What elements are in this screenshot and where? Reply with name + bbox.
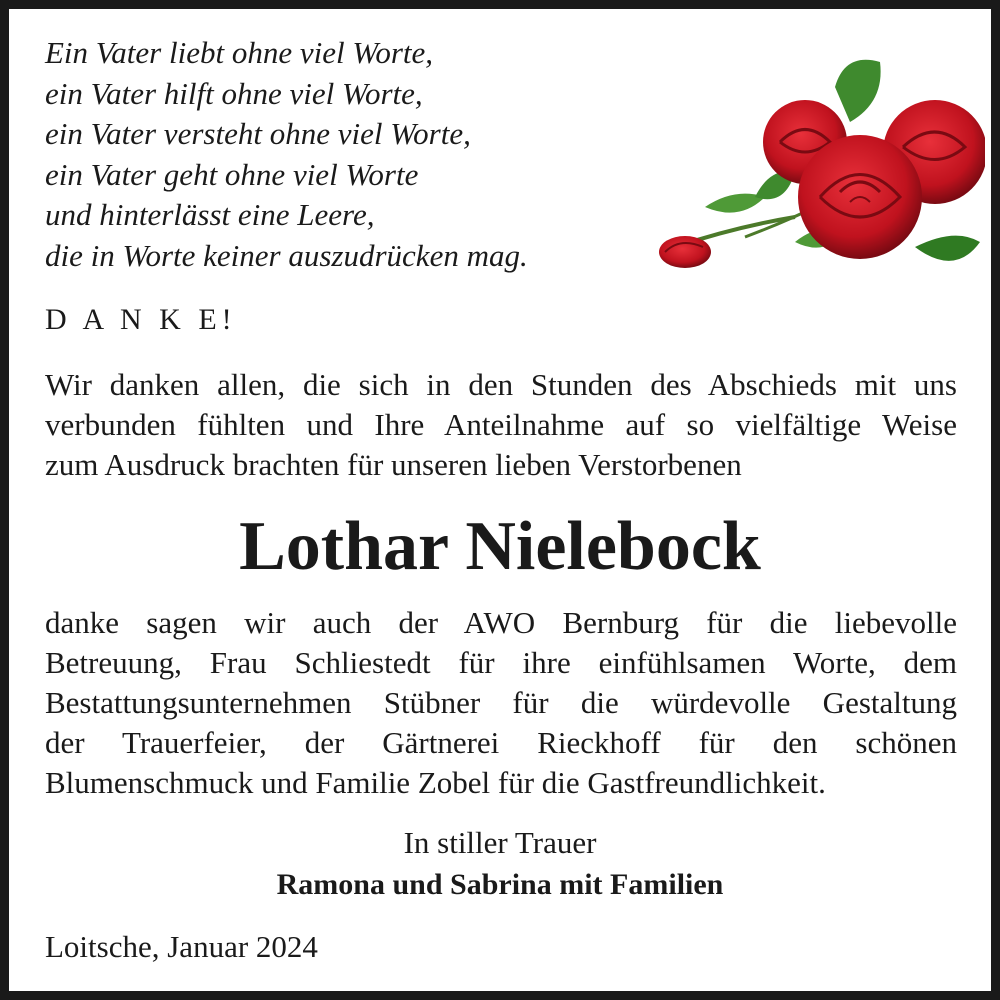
poem-line: die in Worte keiner auszudrücken mag. — [45, 237, 528, 273]
paragraph-line: Blumenschmuck und Familie Zobel für die Gastfreundlichkeit. — [45, 765, 826, 800]
thanks-paragraph — [45, 365, 957, 485]
poem-line: ein Vater hilft ohne viel Worte, — [45, 75, 423, 111]
poem-line: Ein Vater liebt ohne viel Worte, — [45, 35, 433, 70]
paragraph-line: danke sagen wir auch der AWO Bernburg für die liebevolle — [45, 605, 957, 640]
poem-line: und hinterlässt eine Leere, — [45, 197, 375, 232]
paragraph-line: verbunden fühlten und Ihre Anteilnahme auf so vielfältige Weise — [45, 407, 957, 442]
acknowledgements-paragraph — [45, 603, 957, 803]
deceased-name: Lothar Nielebock — [239, 508, 761, 585]
red-roses-image — [645, 47, 985, 287]
paragraph-line: Betreuung, Frau Schliestedt für ihre einfühlsamen Worte, dem — [45, 645, 957, 680]
paragraph-line: der Trauerfeier, der Gärtnerei Rieckhoff für den schönen — [45, 725, 957, 760]
paragraph-line: zum Ausdruck brachten für unseren lieben Verstorbenen — [45, 447, 742, 482]
thanks-heading: D A N K E! — [45, 303, 237, 336]
paragraph-line: Wir danken allen, die sich in den Stunden des Abschieds mit uns — [45, 367, 957, 402]
place-date: Loitsche, Januar 2024 — [45, 929, 318, 964]
family-signature: Ramona und Sabrina mit Familien — [276, 868, 724, 901]
poem-line: ein Vater versteht ohne viel Worte, — [45, 116, 471, 151]
mourning-line: In stiller Trauer — [403, 825, 597, 860]
paragraph-line: Bestattungsunternehmen Stübner für die würdevolle Gestaltung — [45, 685, 957, 720]
poem — [45, 33, 685, 276]
poem-line: ein Vater geht ohne viel Worte — [45, 156, 419, 192]
